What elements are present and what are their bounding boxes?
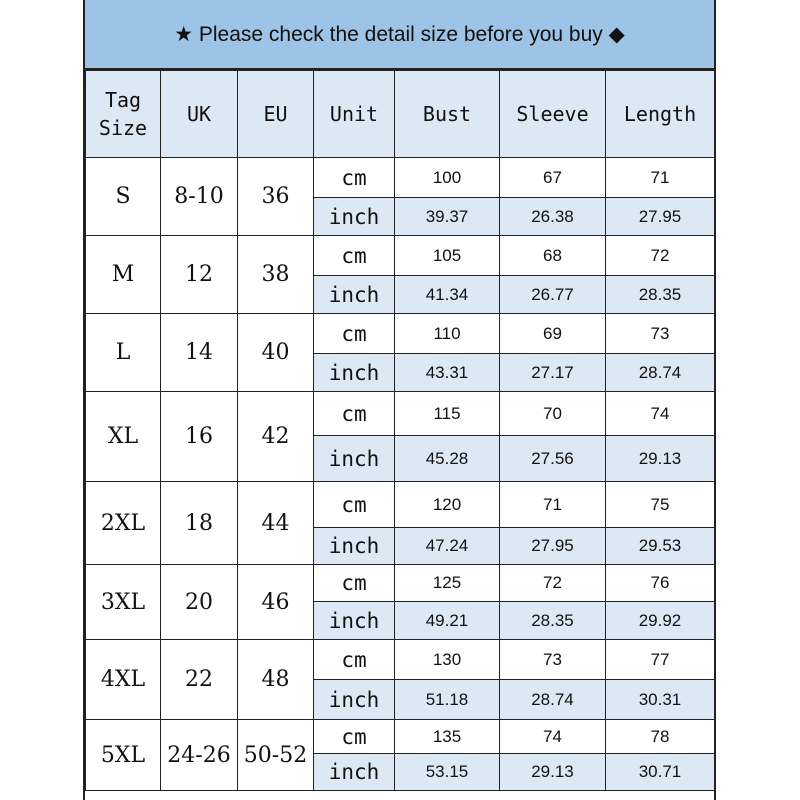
bust-cm-value: 110 bbox=[395, 314, 500, 354]
bust-inch-value: 51.18 bbox=[395, 680, 500, 720]
sleeve-inch-value: 29.13 bbox=[500, 754, 606, 791]
bust-inch-value: 39.37 bbox=[395, 198, 500, 236]
unit-inch: inch bbox=[314, 354, 395, 392]
sleeve-cm-value: 72 bbox=[500, 565, 606, 602]
eu-size: 48 bbox=[238, 640, 314, 720]
eu-size: 42 bbox=[238, 392, 314, 482]
size-row-cm bbox=[86, 565, 715, 602]
sleeve-inch-value: 26.38 bbox=[500, 198, 606, 236]
length-inch-value: 28.35 bbox=[606, 276, 715, 314]
size-label: S bbox=[86, 158, 161, 236]
size-row-cm bbox=[86, 158, 715, 198]
unit-inch: inch bbox=[314, 602, 395, 640]
size-row-cm bbox=[86, 640, 715, 680]
unit-cm: cm bbox=[314, 392, 395, 436]
size-label: L bbox=[86, 314, 161, 392]
uk-size: 22 bbox=[161, 640, 238, 720]
unit-inch: inch bbox=[314, 436, 395, 482]
eu-size: 50-52 bbox=[238, 720, 314, 791]
header-length: Length bbox=[606, 71, 715, 158]
header-uk: UK bbox=[161, 71, 238, 158]
unit-cm: cm bbox=[314, 236, 395, 276]
size-row-cm bbox=[86, 314, 715, 354]
sleeve-inch-value: 27.56 bbox=[500, 436, 606, 482]
bust-cm-value: 105 bbox=[395, 236, 500, 276]
unit-cm: cm bbox=[314, 565, 395, 602]
size-label: XL bbox=[86, 392, 161, 482]
bust-cm-value: 120 bbox=[395, 482, 500, 528]
bust-inch-value: 49.21 bbox=[395, 602, 500, 640]
bust-cm-value: 130 bbox=[395, 640, 500, 680]
sleeve-inch-value: 28.74 bbox=[500, 680, 606, 720]
unit-inch: inch bbox=[314, 754, 395, 791]
eu-size: 46 bbox=[238, 565, 314, 640]
sleeve-cm-value: 73 bbox=[500, 640, 606, 680]
header-eu: EU bbox=[238, 71, 314, 158]
length-inch-value: 29.13 bbox=[606, 436, 715, 482]
unit-inch: inch bbox=[314, 198, 395, 236]
bust-cm-value: 125 bbox=[395, 565, 500, 602]
bust-inch-value: 53.15 bbox=[395, 754, 500, 791]
unit-inch: inch bbox=[314, 276, 395, 314]
size-chart bbox=[83, 0, 716, 800]
unit-cm: cm bbox=[314, 640, 395, 680]
size-label: M bbox=[86, 236, 161, 314]
eu-size: 38 bbox=[238, 236, 314, 314]
length-inch-value: 29.53 bbox=[606, 528, 715, 565]
header-tag-size: Tag Size bbox=[86, 71, 161, 158]
uk-size: 14 bbox=[161, 314, 238, 392]
bust-cm-value: 115 bbox=[395, 392, 500, 436]
unit-cm: cm bbox=[314, 158, 395, 198]
size-label: 5XL bbox=[86, 720, 161, 791]
header-bust: Bust bbox=[395, 71, 500, 158]
uk-size: 8-10 bbox=[161, 158, 238, 236]
unit-cm: cm bbox=[314, 314, 395, 354]
size-table bbox=[85, 70, 715, 791]
length-cm-value: 71 bbox=[606, 158, 715, 198]
uk-size: 12 bbox=[161, 236, 238, 314]
size-table-body bbox=[86, 158, 715, 791]
sleeve-inch-value: 28.35 bbox=[500, 602, 606, 640]
length-cm-value: 75 bbox=[606, 482, 715, 528]
bust-cm-value: 100 bbox=[395, 158, 500, 198]
sleeve-cm-value: 70 bbox=[500, 392, 606, 436]
uk-size: 20 bbox=[161, 565, 238, 640]
sleeve-inch-value: 27.95 bbox=[500, 528, 606, 565]
eu-size: 36 bbox=[238, 158, 314, 236]
header-unit: Unit bbox=[314, 71, 395, 158]
unit-cm: cm bbox=[314, 720, 395, 754]
banner-text: ★ Please check the detail size before you buy ◆ bbox=[174, 22, 625, 46]
sleeve-inch-value: 26.77 bbox=[500, 276, 606, 314]
length-cm-value: 73 bbox=[606, 314, 715, 354]
length-inch-value: 28.74 bbox=[606, 354, 715, 392]
unit-inch: inch bbox=[314, 680, 395, 720]
unit-cm: cm bbox=[314, 482, 395, 528]
bust-inch-value: 43.31 bbox=[395, 354, 500, 392]
eu-size: 44 bbox=[238, 482, 314, 565]
length-cm-value: 76 bbox=[606, 565, 715, 602]
uk-size: 16 bbox=[161, 392, 238, 482]
size-chart-banner bbox=[85, 0, 714, 70]
sleeve-cm-value: 71 bbox=[500, 482, 606, 528]
sleeve-cm-value: 68 bbox=[500, 236, 606, 276]
sleeve-cm-value: 67 bbox=[500, 158, 606, 198]
size-row-cm bbox=[86, 720, 715, 754]
header-sleeve: Sleeve bbox=[500, 71, 606, 158]
unit-inch: inch bbox=[314, 528, 395, 565]
length-cm-value: 72 bbox=[606, 236, 715, 276]
eu-size: 40 bbox=[238, 314, 314, 392]
length-cm-value: 74 bbox=[606, 392, 715, 436]
length-inch-value: 27.95 bbox=[606, 198, 715, 236]
sleeve-cm-value: 74 bbox=[500, 720, 606, 754]
uk-size: 18 bbox=[161, 482, 238, 565]
length-inch-value: 30.31 bbox=[606, 680, 715, 720]
sleeve-inch-value: 27.17 bbox=[500, 354, 606, 392]
size-label: 3XL bbox=[86, 565, 161, 640]
size-row-cm bbox=[86, 482, 715, 528]
length-cm-value: 78 bbox=[606, 720, 715, 754]
uk-size: 24-26 bbox=[161, 720, 238, 791]
bust-inch-value: 47.24 bbox=[395, 528, 500, 565]
size-label: 2XL bbox=[86, 482, 161, 565]
size-label: 4XL bbox=[86, 640, 161, 720]
sleeve-cm-value: 69 bbox=[500, 314, 606, 354]
bust-inch-value: 45.28 bbox=[395, 436, 500, 482]
size-row-cm bbox=[86, 236, 715, 276]
bust-cm-value: 135 bbox=[395, 720, 500, 754]
length-cm-value: 77 bbox=[606, 640, 715, 680]
header-row bbox=[86, 71, 715, 158]
size-row-cm bbox=[86, 392, 715, 436]
length-inch-value: 29.92 bbox=[606, 602, 715, 640]
length-inch-value: 30.71 bbox=[606, 754, 715, 791]
bust-inch-value: 41.34 bbox=[395, 276, 500, 314]
